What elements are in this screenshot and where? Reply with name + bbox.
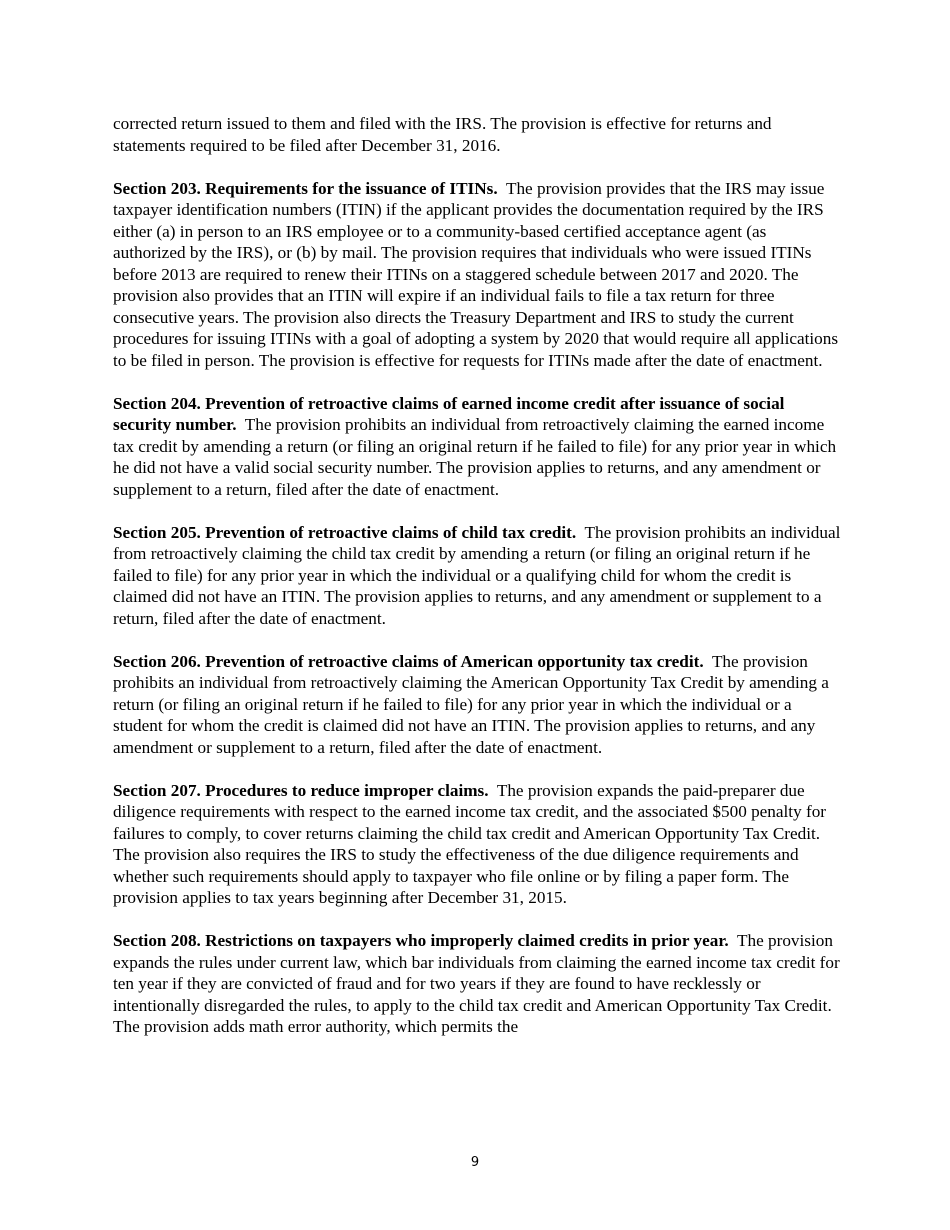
section-205-paragraph [113, 522, 843, 630]
page-number: 9 [470, 1155, 480, 1170]
paragraph-body: The provision prohibits an individual from retroactively claiming the earned income tax credit by amending a return (or filing an original return if he failed to file) for any prior year in which he did not have a valid social security number. The provision applies to returns, and any amendment or supplement to a return, filed after the date of enactment. [113, 415, 837, 499]
section-208-paragraph [113, 930, 843, 1038]
paragraph-body: corrected return issued to them and filed with the IRS. The provision is effective for returns and statements required to be filed after December 31, 2016. [113, 114, 772, 155]
paragraph-body: The provision expands the rules under current law, which bar individuals from claiming the earned income tax credit for ten year if they are convicted of fraud and for two years if they are found to have recklessly or intentionally disregarded the rules, to apply to the child tax credit and American Opportunity Tax Credit. The provision adds math error authority, which permits the [113, 931, 840, 1036]
section-heading: Section 208. Restrictions on taxpayers who improperly claimed credits in prior year. [113, 931, 729, 950]
section-heading: Section 205. Prevention of retroactive claims of child tax credit. [113, 522, 577, 542]
paragraph-body: The provision prohibits an individual from retroactively claiming the child tax credit by amending a return (or filing an original return if he failed to file) for any prior year in which the individual or a qualifying child for whom the credit is claimed did not have an ITIN. The provision applies to returns, and any amendment or supplement to a return, filed after the date of enactment. [113, 522, 841, 628]
section-203-paragraph [113, 178, 843, 372]
section-heading: Section 206. Prevention of retroactive claims of American opportunity tax credit. [113, 651, 704, 671]
section-207-paragraph [113, 780, 843, 909]
document-page [113, 113, 843, 1059]
section-204-paragraph [113, 393, 843, 501]
paragraph-body: The provision expands the paid-preparer due diligence requirements with respect to the earned income tax credit, and the associated $500 penalty for failures to comply, to cover returns claiming the child tax credit and American Opportunity Tax Credit. The provision also requires the IRS to study the effectiveness of the due diligence requirements and whether such requirements should apply to taxpayer who file online or by filing a paper form. The provision applies to tax years beginning after December 31, 2015. [113, 780, 827, 907]
paragraph-body: The provision prohibits an individual from retroactively claiming the American Opportunity Tax Credit by amending a return (or filing an original return if he failed to file) for any prior year in which the individual or a student for whom the credit is claimed did not have an ITIN. The provision applies to returns, and any amendment or supplement to a return, filed after the date of enactment. [113, 651, 829, 757]
paragraph-body: The provision provides that the IRS may issue taxpayer identification numbers (ITIN) if the applicant provides the documentation required by the IRS either (a) in person to an IRS employee or to a community-based certified acceptance agent (as authorized by the IRS), or (b) by mail. The provision requires that individuals who were issued ITINs before 2013 are required to renew their ITINs on a staggered schedule between 2017 and 2020. The provision also provides that an ITIN will expire if an individual fails to file a tax return for three consecutive years. The provision also directs the Treasury Department and IRS to study the current procedures for issuing ITINs with a goal of adopting a system by 2020 that would require all applications to be filed in person. The provision is effective for requests for ITINs made after the date of enactment. [113, 178, 839, 370]
section-heading: Section 204. Prevention of retroactive claims of earned income credit after issuance of social security number. [113, 393, 785, 434]
section-heading: Section 203. Requirements for the issuance of ITINs. [113, 178, 498, 198]
intro-paragraph [113, 113, 843, 156]
section-heading: Section 207. Procedures to reduce improper claims. [113, 780, 489, 800]
section-206-paragraph [113, 651, 843, 759]
